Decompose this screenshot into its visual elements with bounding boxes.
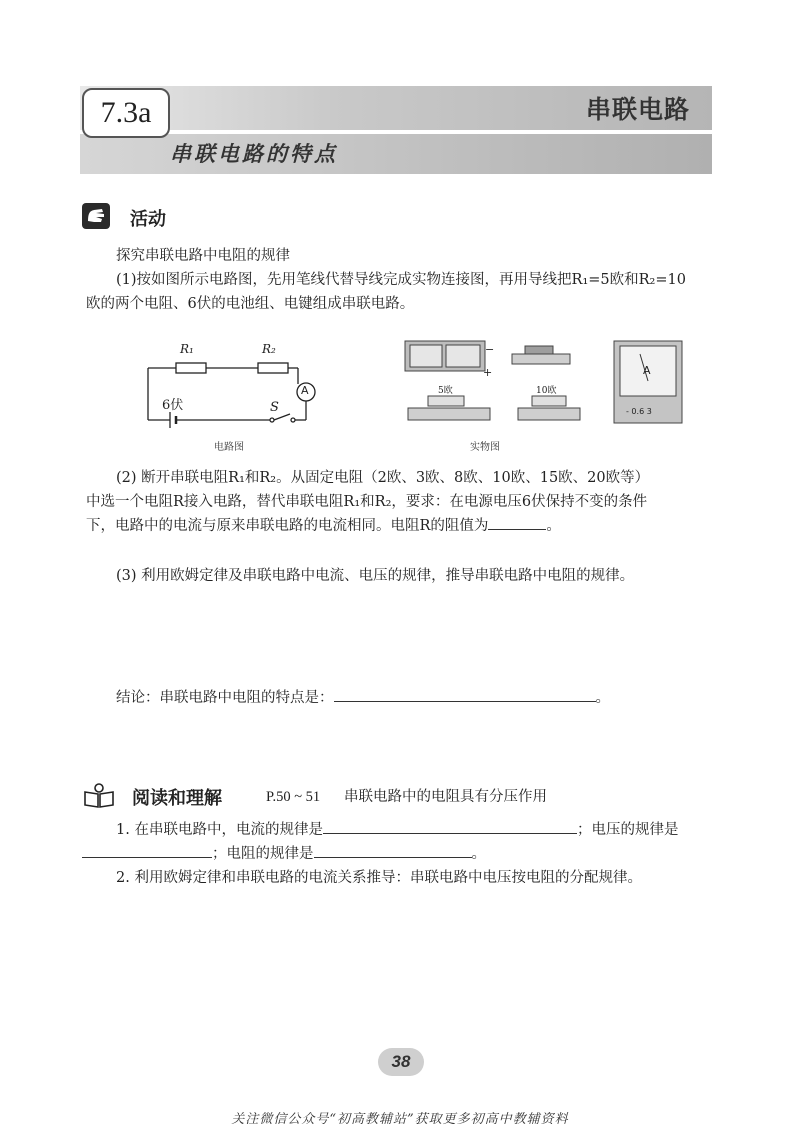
- meter-scale: - 0.6 3: [626, 407, 652, 416]
- hand-icon: [82, 203, 110, 229]
- step1-text: (1)按如图所示电路图，先用笔线代替导线完成实物连接图，再用导线把R₁=5欧和R₂=10: [116, 272, 686, 288]
- physical-caption: 实物图: [470, 442, 500, 453]
- current-rule-blank[interactable]: [323, 818, 577, 834]
- reading-topic: 串联电路中的电阻具有分压作用: [344, 789, 547, 805]
- battery-plus: +: [483, 366, 493, 379]
- resistance-rule-blank[interactable]: [314, 842, 472, 858]
- battery-minus: −: [485, 343, 495, 356]
- step2-line3: [86, 514, 561, 538]
- resistance-blank[interactable]: [488, 514, 546, 530]
- step2-line2: 中选一个电阻R接入电路，替代串联电阻R₁和R₂，要求：在电源电压6伏保持不变的条件: [86, 494, 648, 510]
- switch-label: S: [270, 400, 279, 415]
- section-number: 7.3a: [82, 88, 170, 138]
- reading-pages: P.50 ~ 51: [266, 789, 321, 805]
- q1-end: 。: [471, 846, 486, 862]
- conclusion-end: 。: [595, 690, 610, 706]
- res1-label: 5欧: [438, 386, 453, 396]
- page-number: 38: [378, 1048, 424, 1076]
- step2-line1: (2) 断开串联电阻R₁和R₂。从固定电阻（2欧、3欧、8欧、10欧、15欧、20欧等）: [116, 470, 650, 486]
- footer-note: 关注微信公众号“初高教辅站”获取更多初高中教辅资料: [231, 1112, 569, 1127]
- q2-text: 2. 利用欧姆定律和串联电路的电流关系推导：串联电路中电压按电阻的分配规律。: [116, 870, 642, 886]
- activity-title: 探究串联电路中电阻的规律: [116, 248, 290, 264]
- reading-label: 阅读和理解: [132, 788, 222, 809]
- reading-icon: [82, 782, 116, 808]
- conclusion-text: 结论：串联电路中电阻的特点是：: [116, 690, 334, 706]
- step3-text: (3) 利用欧姆定律及串联电路中电流、电压的规律，推导串联电路中电阻的规律。: [116, 568, 635, 584]
- conclusion-blank[interactable]: [334, 686, 596, 702]
- meter-letter: A: [643, 364, 651, 377]
- step2-line3-text: 下，电路中的电流与原来串联电路的电流相同。电阻R的阻值为: [86, 518, 489, 534]
- q1-resistance-text: ；电阻的规律是: [212, 846, 314, 862]
- activity-label: 活动: [130, 209, 166, 230]
- q1-line2: [82, 842, 486, 866]
- res2-label: 10欧: [536, 386, 557, 396]
- conclusion-line: [116, 686, 610, 710]
- step2-end: 。: [546, 518, 561, 534]
- battery-label: 6伏: [162, 398, 184, 413]
- voltage-rule-blank[interactable]: [82, 842, 212, 858]
- step1-text-cont: 欧的两个电阻、6伏的电池组、电键组成串联电路。: [86, 296, 415, 312]
- ammeter-label: A: [301, 384, 309, 397]
- section-subtitle: 串联电路的特点: [170, 142, 338, 166]
- q1-line1: [116, 818, 678, 842]
- q1-voltage-text: ；电压的规律是: [576, 822, 679, 838]
- r1-label: R₁: [180, 342, 194, 356]
- circuit-caption: 电路图: [214, 442, 244, 453]
- r2-label: R₂: [262, 342, 276, 356]
- q1-current-text: 1. 在串联电路中，电流的规律是: [116, 822, 323, 838]
- chapter-title: 串联电路: [585, 96, 690, 124]
